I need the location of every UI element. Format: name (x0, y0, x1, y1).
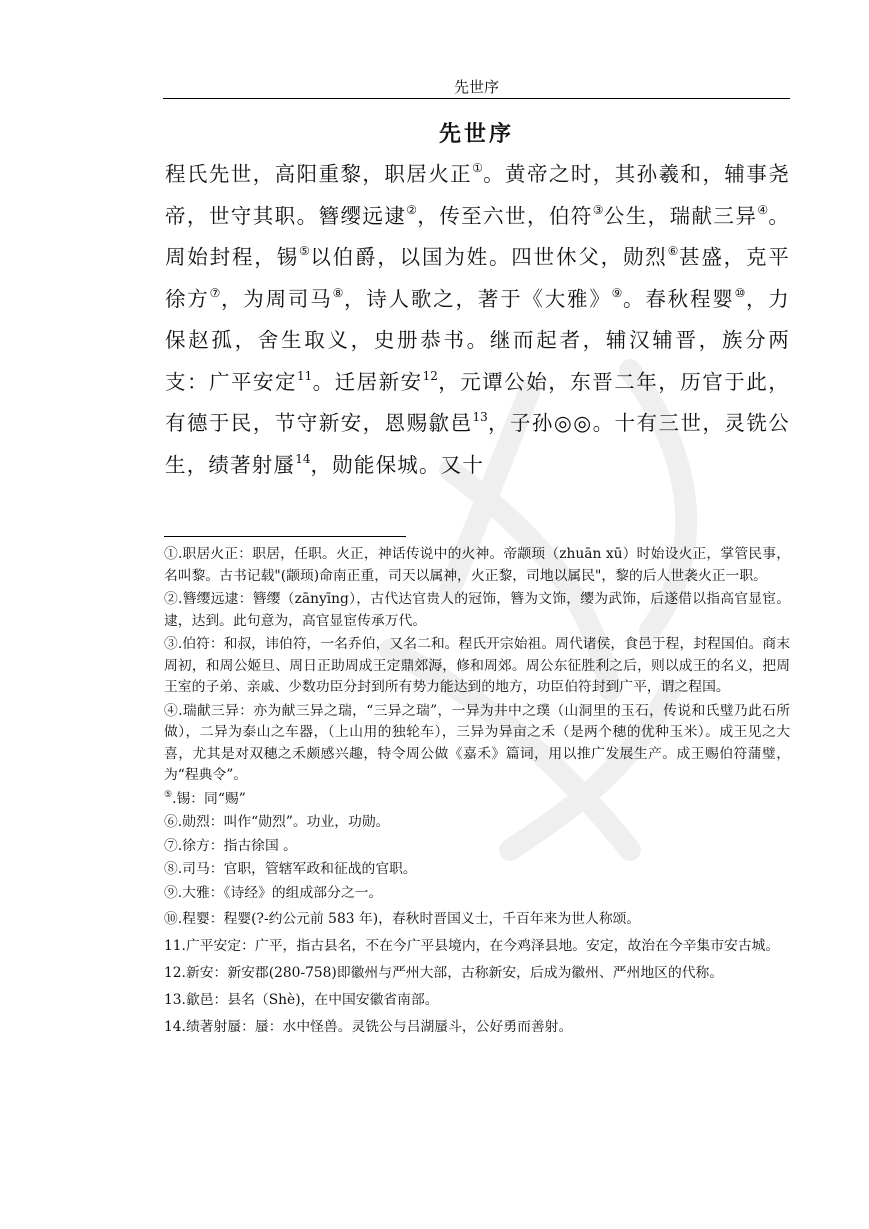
footnote-ref[interactable]: ⑧ (332, 285, 344, 300)
footnote-ref[interactable]: 11 (297, 368, 313, 383)
footnote (164, 634, 790, 699)
footnote-ref[interactable]: 12 (422, 368, 438, 383)
footnote-text: 12.新安：新安郡(280-758)即徽州与严州大部，古称新安，后成为徽州、严州地区的代称。 (164, 965, 724, 981)
body-text-run: 以伯爵，以国为姓。四世休父，勋烈 (310, 245, 668, 269)
body-text-run: 。迁居新安 (312, 369, 423, 394)
body-text-run: 公生，瑞献三异 (603, 203, 758, 228)
footnote-ref[interactable]: ⑩ (734, 285, 746, 300)
footnote-ref[interactable]: ② (406, 202, 418, 217)
body-text-run: 。周始封程，锡 (165, 203, 791, 269)
footnote-text: ③.伯符：和叔，讳伯符，一名乔伯，又名二和。程氏开宗始祖。周代诸侯，食邑于程，封程国伯。商末周初，和周公姬旦、周日正助周成王定鼎郊溽，修和周郊。周公东征胜利之后，则以成王的名义，把周王室的子弟、亲戚、少数功臣分封到所有势力能达到的地方，功臣伯符封到广平，谓之程国。 (164, 636, 790, 695)
footnote (164, 933, 790, 959)
footnote-text: ⑨.大雅：《诗经》的组成部分之一。 (164, 884, 383, 901)
body-text-run: ，子孙◎◎。十有三世，灵铣公生，绩著射蜃 (165, 411, 790, 477)
footnote-rule (164, 536, 406, 537)
footnote-ref[interactable]: ⑨ (611, 285, 624, 300)
footnote-text: ⑥.勋烈：叫作“勋烈”。功业，功勋。 (164, 814, 390, 830)
footnote-ref[interactable]: 13 (472, 410, 488, 424)
footnote-text: 14.绩著射蜃：蜃：水中怪兽。灵铣公与吕湖蜃斗，公好勇而善射。 (164, 1019, 573, 1035)
body-paragraph (165, 154, 790, 486)
footnote-text: ⑦.徐方：指古徐国 。 (164, 837, 297, 854)
footnote-text: .锡：同“赐” (172, 790, 246, 807)
footnote (164, 589, 790, 632)
body-text-run: ，为周司马 (221, 286, 333, 311)
body-text-run: ，力保赵孤，舍生取义，史册恭书。继而起者，辅汉辅晋，族分两支：广平安定 (165, 286, 790, 394)
page-title: 先世序 (438, 121, 514, 147)
body-text-run: ，传至六世，伯符 (417, 203, 593, 228)
footnote-ref[interactable]: ⑤ (298, 244, 311, 258)
body-text-run: ，诗人歌之，著于《大雅》 (343, 286, 612, 311)
footnote (164, 836, 790, 858)
footnote-ref[interactable]: 14 (295, 451, 311, 466)
body-text-run: 。黄帝之时，其孙羲和，辅事尧帝，世守其职。簪缨远逮 (165, 162, 790, 228)
footnote-ref[interactable]: ⑥ (667, 244, 679, 258)
footnote (164, 701, 790, 787)
footnote-text: 11.广平安定：广平，指古县名，不在今广平县境内，在今鸡泽县地。安定，故治在今辛集市安古城。 (164, 938, 780, 954)
footnote (164, 883, 790, 905)
body-text-run: 甚盛，克平徐方 (165, 245, 791, 311)
footnote (164, 812, 790, 834)
footnote-text: ②.簪缨远逮：簪缨（zānyīng），古代达官贵人的冠饰，簪为文饰，缨为武饰，后遂借以指高官显宦。逮，达到。此句意为，高官显宦传承万代。 (164, 591, 790, 629)
footnote-text: ④.瑞献三异：亦为献三异之瑞，“三异之瑞”，一异为井中之璞（山洞里的玉石，传说和氏璧乃此石所做），二异为泰山之车器，（上山用的独轮车），三异为异亩之禾（是两个穗的优种玉米）。成王见之大喜，尤其是对双穗之禾颇感兴趣，特令周公做《嘉禾》篇词，用以推广发展生产。成王赐伯符蒲璧，为“程典令”。 (164, 702, 790, 783)
footnote-ref[interactable]: ① (472, 161, 484, 175)
footnote (164, 859, 790, 881)
header-rule (163, 98, 790, 99)
footnote-mark: ⑤ (164, 789, 173, 800)
footnote-text: 13.歙邑：县名（Shè)，在中国安徽省南部。 (164, 992, 439, 1008)
footnote-ref[interactable]: ④ (757, 202, 769, 217)
footnote (164, 544, 790, 587)
body-text-run: ，勋能保城。又十 (310, 452, 485, 477)
body-text-run: 程氏先世，高阳重黎，职居火正 (165, 162, 473, 186)
footnote (164, 960, 790, 986)
footnotes (164, 544, 790, 1041)
footnote-text: ⑧.司马：官职，管辖军政和征战的官职。 (164, 861, 417, 877)
running-header: 先世序 (453, 78, 499, 96)
footnote (164, 987, 790, 1013)
footnote-ref[interactable]: ③ (592, 202, 604, 217)
body-text-run: ，元谭公始，东晋二年，历官于此，有德于民，节守新安，恩赐歙邑 (165, 369, 790, 435)
footnote (164, 1014, 790, 1040)
footnote (164, 789, 790, 811)
body-text-run: 。春秋程婴 (623, 286, 735, 311)
footnote (164, 906, 790, 932)
footnote-text: ⑩.程婴：程婴(?-约公元前 583 年)，春秋时晋国义士，千百年来为世人称颂。 (164, 911, 641, 927)
footnote-ref[interactable]: ⑦ (209, 285, 221, 300)
footnote-text: ①.职居火正：职居，任职。火正，神话传说中的火神。帝颛顼（zhuān xū）时始设火正，掌管民事，名叫黎。古书记载"(颛顼)命南正重，司天以属神，火正黎，司地以属民"，黎的后人世袭火正一职。 (164, 546, 790, 584)
